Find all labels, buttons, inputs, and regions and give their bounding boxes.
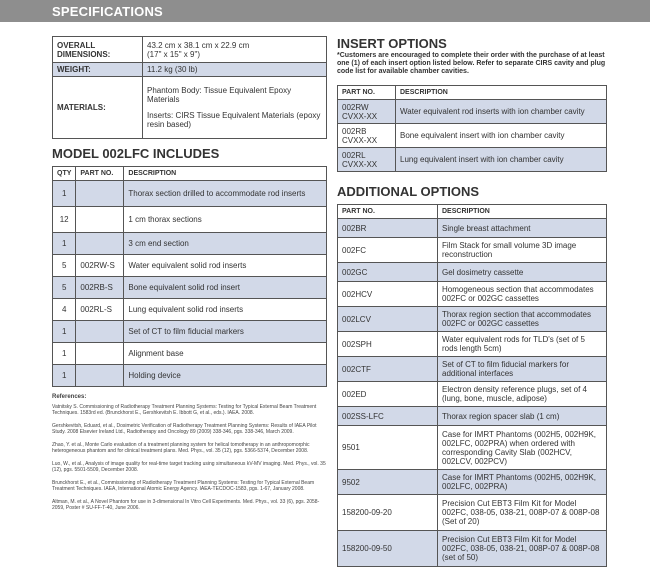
- specifications-banner: [0, 0, 650, 22]
- desc-cell: Thorax region spacer slab (1 cm): [438, 407, 607, 426]
- qty-cell: 1: [53, 365, 76, 387]
- table-row: [338, 426, 607, 470]
- part-cell: 002BR: [338, 219, 438, 238]
- table-row: [338, 263, 607, 282]
- insert-note: *Customers are encouraged to complete their order with the purchase of at least one (1) of each insert option listed below. Refer to separate CIRS cavity and plug code list for available chamber cavities.: [337, 52, 606, 75]
- desc-cell: Bone equivalent solid rod insert: [124, 277, 327, 299]
- desc-cell: 3 cm end section: [124, 233, 327, 255]
- table-row: [338, 470, 607, 495]
- part-cell: [338, 124, 396, 148]
- table-row: [338, 407, 607, 426]
- desc-cell: Set of CT to film fiducial markers for additional interfaces: [438, 357, 607, 382]
- table-row: [338, 148, 607, 172]
- table-row: [53, 321, 327, 343]
- desc-cell: Thorax section drilled to accommodate rod inserts: [124, 181, 327, 207]
- table-row: [338, 307, 607, 332]
- spec-row-weight: [53, 63, 327, 77]
- part-cell: 002FC: [338, 238, 438, 263]
- desc-cell: Alignment base: [124, 343, 327, 365]
- desc-cell: Case for IMRT Phantoms (002H5, 002H9K, 002LFC, 002PRA): [438, 470, 607, 495]
- part-cell: 158200-09-20: [338, 495, 438, 531]
- table-header-row: [338, 86, 607, 100]
- specifications-table: [52, 36, 327, 139]
- spec-row-materials: [53, 77, 327, 139]
- part-cell: 002RB-S: [76, 277, 124, 299]
- insert-options-table: [337, 85, 607, 172]
- desc-cell: Precision Cut EBT3 Film Kit for Model 002FC, 038-05, 038-21, 008P-07 & 008P-08 (set of 50): [438, 531, 607, 567]
- part-cell: 002SPH: [338, 332, 438, 357]
- desc-cell: Water equivalent solid rod inserts: [124, 255, 327, 277]
- desc-cell: Water equivalent rod inserts with ion chamber cavity: [396, 100, 607, 124]
- references-section: [52, 394, 327, 518]
- desc-cell: 1 cm thorax sections: [124, 207, 327, 233]
- part-line: CVXX-XX: [342, 111, 378, 121]
- desc-cell: Holding device: [124, 365, 327, 387]
- spec-value: 11.2 kg (30 lb): [143, 63, 327, 77]
- part-cell: 002SS-LFC: [338, 407, 438, 426]
- part-cell: 9501: [338, 426, 438, 470]
- table-row: [338, 100, 607, 124]
- model-includes-table: [52, 166, 327, 387]
- banner-title: SPECIFICATIONS: [52, 4, 163, 19]
- qty-cell: 5: [53, 255, 76, 277]
- table-row: [53, 365, 327, 387]
- part-cell: 9502: [338, 470, 438, 495]
- spec-value: [143, 77, 327, 139]
- table-row: [53, 343, 327, 365]
- table-row: [338, 238, 607, 263]
- desc-cell: Lung equivalent insert with ion chamber cavity: [396, 148, 607, 172]
- table-row: [338, 332, 607, 357]
- qty-cell: 12: [53, 207, 76, 233]
- desc-cell: Case for IMRT Phantoms (002H5, 002H9K, 002LFC, 002PRA) when ordered with corresponding Cavity Slab (002HCV, 002LCV, 002PCV): [438, 426, 607, 470]
- part-line: 002RL: [342, 150, 366, 160]
- spec-value-line: 43.2 cm x 38.1 cm x 22.9 cm: [147, 40, 250, 50]
- part-cell: 002GC: [338, 263, 438, 282]
- col-header-desc: DESCRIPTION: [124, 167, 327, 181]
- part-cell: 002HCV: [338, 282, 438, 307]
- part-cell: [76, 321, 124, 343]
- table-header-row: [53, 167, 327, 181]
- col-header-desc: DESCRIPTION: [438, 205, 607, 219]
- table-row: [338, 282, 607, 307]
- qty-cell: 1: [53, 321, 76, 343]
- table-row: [53, 233, 327, 255]
- spec-label: MATERIALS:: [53, 77, 143, 139]
- qty-cell: 5: [53, 277, 76, 299]
- spec-label: WEIGHT:: [53, 63, 143, 77]
- table-row: [53, 181, 327, 207]
- spec-value-line: Inserts: CIRS Tissue Equivalent Materials (epoxy resin based): [147, 111, 321, 129]
- part-cell: [76, 365, 124, 387]
- part-cell: [338, 148, 396, 172]
- reference-item: Altman, M. et al., A Novel Phantom for use in 3-dimensional In Vitro Cell Experiments. Med. Phys., vol. 33 (6), pgs. 2058-2059, Poster # SU-FF-T-40, June 2006.: [52, 499, 320, 511]
- col-header-part: PART NO.: [76, 167, 124, 181]
- table-row: [338, 382, 607, 407]
- table-row: [53, 299, 327, 321]
- part-cell: 158200-09-50: [338, 531, 438, 567]
- part-cell: [76, 181, 124, 207]
- additional-heading: ADDITIONAL OPTIONS: [337, 184, 480, 199]
- desc-cell: Bone equivalent insert with ion chamber cavity: [396, 124, 607, 148]
- additional-options-table: [337, 204, 607, 567]
- spec-value-line: (17" x 15" x 9"): [147, 49, 200, 59]
- table-row: [338, 124, 607, 148]
- part-cell: [76, 207, 124, 233]
- qty-cell: 1: [53, 343, 76, 365]
- part-line: CVXX-XX: [342, 159, 378, 169]
- part-cell: 002RW-S: [76, 255, 124, 277]
- desc-cell: Water equivalent rods for TLD's (set of 5 rods length 5cm): [438, 332, 607, 357]
- desc-cell: Film Stack for small volume 3D image reconstruction: [438, 238, 607, 263]
- part-cell: [338, 100, 396, 124]
- table-row: [338, 495, 607, 531]
- desc-cell: Thorax region section that accommodates 002FC or 002GC cassettes: [438, 307, 607, 332]
- qty-cell: 4: [53, 299, 76, 321]
- col-header-part: PART NO.: [338, 205, 438, 219]
- reference-item: Luo, W., et al., Analysis of image quality for real-time target tracking using simultaneous kV-MV imaging. Med. Phys., vol. 35 (12), pgs. 5501-5509, December 2008.: [52, 461, 326, 473]
- part-cell: [76, 233, 124, 255]
- desc-cell: Electron density reference plugs, set of 4 (lung, bone, muscle, adipose): [438, 382, 607, 407]
- part-line: 002RB: [342, 126, 367, 136]
- part-cell: 002CTF: [338, 357, 438, 382]
- spec-label: OVERALL DIMENSIONS:: [53, 37, 143, 63]
- table-header-row: [338, 205, 607, 219]
- col-header-desc: DESCRIPTION: [396, 86, 607, 100]
- col-header-qty: QTY: [53, 167, 76, 181]
- table-row: [338, 357, 607, 382]
- table-row: [53, 255, 327, 277]
- qty-cell: 1: [53, 233, 76, 255]
- table-row: [53, 277, 327, 299]
- spec-value: [143, 37, 327, 63]
- spec-value-line: Phantom Body: Tissue Equivalent Epoxy Materials: [147, 86, 292, 104]
- qty-cell: 1: [53, 181, 76, 207]
- insert-heading: INSERT OPTIONS: [337, 36, 447, 51]
- part-cell: 002RL-S: [76, 299, 124, 321]
- model-heading: MODEL 002LFC INCLUDES: [52, 146, 220, 161]
- reference-item: Brunckhorst E., et al., Commissioning of Radiotherapy Treatment Planning Systems: Testing for Typical External Beam Treatment Techniques. IAEA, International Atomic Energy Agency. IAEA-TECDOC-1583, pgs. 1-67, January 2008.: [52, 480, 315, 492]
- references-title: References:: [52, 394, 87, 400]
- table-row: [338, 531, 607, 567]
- desc-cell: Precision Cut EBT3 Film Kit for Model 002FC, 038-05, 038-21, 008P-07 & 008P-08 (Set of 20): [438, 495, 607, 531]
- desc-cell: Set of CT to film fiducial markers: [124, 321, 327, 343]
- part-line: CVXX-XX: [342, 135, 378, 145]
- desc-cell: Gel dosimetry cassette: [438, 263, 607, 282]
- table-row: [338, 219, 607, 238]
- part-cell: [76, 343, 124, 365]
- part-cell: 002ED: [338, 382, 438, 407]
- part-line: 002RW: [342, 102, 369, 112]
- reference-item: Vatnitsky S. Commissioning of Radiotherapy Treatment Planning Systems: Testing for Typical External Beam Treatment Techniques. 1583rd ed. (Brunckhorst E., Gershkevitsh E. Ibbott G, et al., eds.). IAEA. 2008.: [52, 404, 317, 416]
- table-row: [53, 207, 327, 233]
- reference-item: Gershkevitsh, Eduard, et al., Dosimetric Verification of Radiotherapy Treatment Planning Systems: Results of IAEA Pilot Study. 2008 Elsevier Ireland Ltd., Radiotherapy and Oncology 89 (2009) 338-346, pgs. 338-346, March 2009.: [52, 423, 317, 435]
- desc-cell: Single breast attachment: [438, 219, 607, 238]
- reference-item: Zhao, Y. et al., Monte Carlo evaluation of a treatment planning system for helical tomotherapy in an anthropomorphic heterogeneous phantom and for clinical treatment plans. Med. Phys., vol. 35 (12), pgs. 5366-5374, December 2008.: [52, 442, 310, 454]
- col-header-part: PART NO.: [338, 86, 396, 100]
- desc-cell: Lung equivalent solid rod inserts: [124, 299, 327, 321]
- part-cell: 002LCV: [338, 307, 438, 332]
- desc-cell: Homogeneous section that accommodates 002FC or 002GC cassettes: [438, 282, 607, 307]
- spec-row-dimensions: [53, 37, 327, 63]
